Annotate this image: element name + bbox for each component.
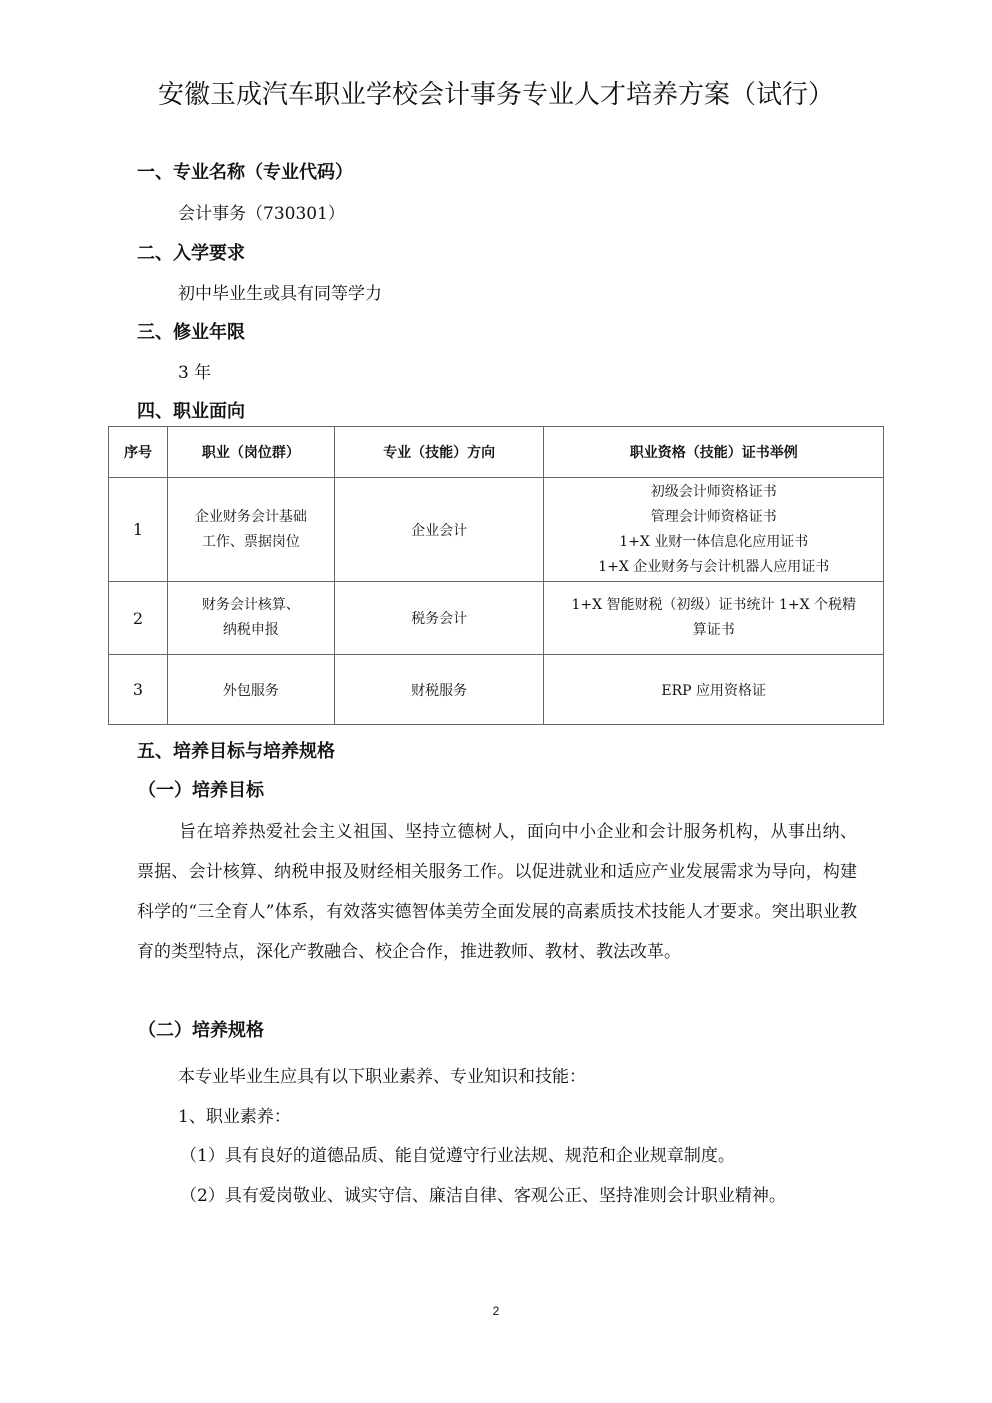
spec-intro: 本专业毕业生应具有以下职业素养、专业知识和技能： [178,1067,586,1087]
major-name-value: 会计事务（730301） [178,204,345,224]
section-heading-duration: 三、修业年限 [137,322,245,343]
section-heading-career: 四、职业面向 [137,401,245,422]
cert-line: 1+X 企业财务与会计机器人应用证书 [598,558,830,575]
job-cell: 外包服务 [167,655,334,725]
duration-value: 3 年 [178,363,212,383]
cert-line: 初级会计师资格证书 [650,483,777,500]
section-heading-admission: 二、入学要求 [137,243,245,264]
section-heading-major-name: 一、专业名称（专业代码） [137,162,353,183]
table-header-cell: 专业（技能）方向 [334,427,544,478]
row-number: 2 [109,582,168,655]
career-table [108,426,884,725]
page-number: 2 [492,1304,500,1318]
section-heading-goals: 五、培养目标与培养规格 [137,741,335,762]
row-number: 3 [109,655,168,725]
subsection-heading-spec: （二）培养规格 [138,1020,264,1041]
cert-cell [544,478,884,582]
cert-line: 算证书 [692,622,735,638]
cert-cell [544,582,884,655]
cert-line: 管理会计师资格证书 [650,508,777,525]
row-number: 1 [109,478,168,582]
table-row [109,582,884,655]
spec-point-1: （1）具有良好的道德品质、能自觉遵守行业法规、规范和企业规章制度。 [180,1146,735,1166]
job-cell [167,478,334,582]
cert-cell: ERP 应用资格证 [544,655,884,725]
direction-cell: 财税服务 [334,655,544,725]
table-header-cell: 职业资格（技能）证书举例 [544,427,884,478]
direction-cell: 企业会计 [334,478,544,582]
job-line: 企业财务会计基础 [194,508,307,525]
cert-line: 1+X 业财一体信息化应用证书 [619,533,809,550]
table-header-cell: 职业（岗位群） [167,427,334,478]
table-header-cell: 序号 [109,427,168,478]
table-row [109,655,884,725]
job-cell [167,582,334,655]
goal-paragraph: 旨在培养热爱社会主义祖国、坚持立德树人，面向中小企业和会计服务机构，从事出纳、票据、会计核算、纳税申报及财经相关服务工作。以促进就业和适应产业发展需求为导向，构建科学的“三全育人”体系，有效落实德智体美劳全面发展的高素质技术技能人才要求。突出职业教育的类型特点，深化产教融合、校企合作，推进教师、教材、教法改革。 [137,822,857,962]
document-title: 安徽玉成汽车职业学校会计事务专业人才培养方案（试行） [157,80,834,110]
job-line: 纳税申报 [222,622,279,638]
cert-line: 1+X 智能财税（初级）证书统计 1+X 个税精 [571,597,856,613]
job-line: 工作、票据岗位 [201,533,300,550]
spec-point-2: （2）具有爱岗敬业、诚实守信、廉洁自律、客观公正、坚持准则会计职业精神。 [180,1186,786,1206]
admission-value: 初中毕业生或具有同等学力 [178,284,382,304]
spec-item-1: 1、职业素养： [178,1107,291,1127]
direction-cell: 税务会计 [334,582,544,655]
table-row [109,478,884,582]
table-header-row [109,427,884,478]
subsection-heading-goal: （一）培养目标 [138,780,264,801]
job-line: 财务会计核算、 [201,597,300,613]
